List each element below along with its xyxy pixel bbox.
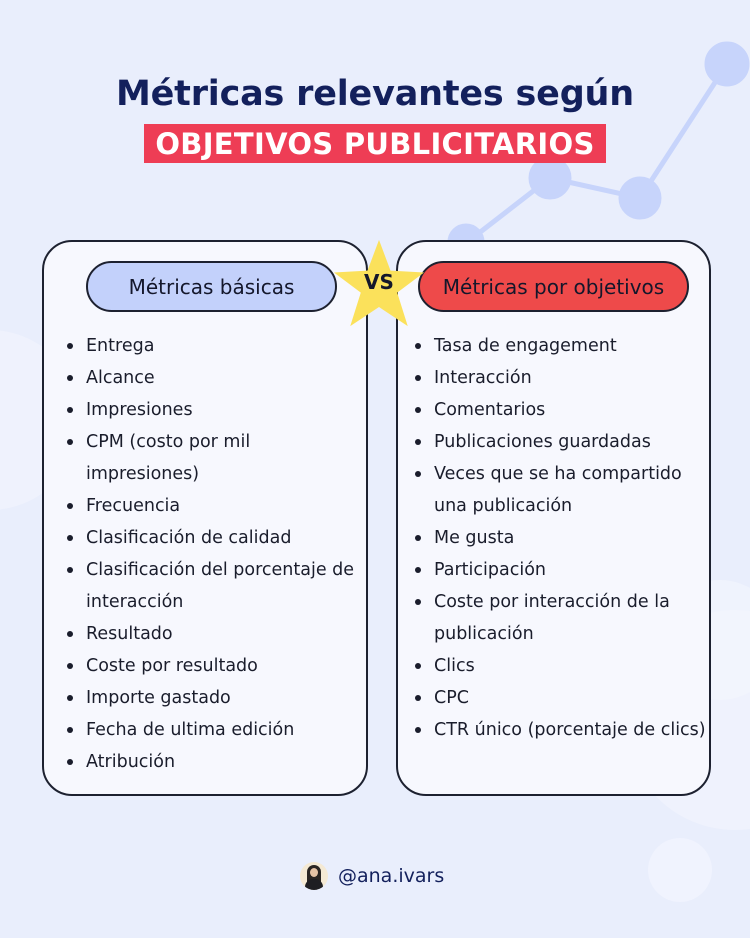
list-item: Clics — [410, 650, 710, 682]
list-item: CTR único (porcentaje de clics) — [410, 714, 710, 746]
basic-metrics-list — [62, 330, 358, 778]
list-item: Comentarios — [410, 394, 710, 426]
list-item: Entrega — [62, 330, 358, 362]
list-item: Veces que se ha compartido una publicación — [410, 458, 710, 522]
list-item: Participación — [410, 554, 710, 586]
list-item: Resultado — [62, 618, 358, 650]
list-item: Clasificación de calidad — [62, 522, 358, 554]
list-item: CPM (costo por mil impresiones) — [62, 426, 358, 490]
list-item: Clasificación del porcentaje de interacción — [62, 554, 358, 618]
page-title: Métricas relevantes según — [116, 74, 634, 114]
objective-metrics-list — [410, 330, 710, 746]
objective-metrics-heading: Métricas por objetivos — [418, 261, 689, 312]
author-footer — [300, 862, 444, 890]
page-subtitle: OBJETIVOS PUBLICITARIOS — [144, 124, 605, 163]
list-item: Tasa de engagement — [410, 330, 710, 362]
basic-metrics-heading: Métricas básicas — [86, 261, 337, 312]
list-item: Coste por resultado — [62, 650, 358, 682]
list-item: Fecha de ultima edición — [62, 714, 358, 746]
list-item: Coste por interacción de la publicación — [410, 586, 710, 650]
list-item: Me gusta — [410, 522, 710, 554]
list-item: Atribución — [62, 746, 358, 778]
list-item: Impresiones — [62, 394, 358, 426]
list-item: Publicaciones guardadas — [410, 426, 710, 458]
author-handle[interactable]: @ana.ivars — [338, 865, 445, 887]
list-item: Alcance — [62, 362, 358, 394]
list-item: CPC — [410, 682, 710, 714]
vs-label: VS — [364, 270, 394, 294]
list-item: Frecuencia — [62, 490, 358, 522]
avatar — [300, 862, 328, 890]
list-item: Importe gastado — [62, 682, 358, 714]
list-item: Interacción — [410, 362, 710, 394]
